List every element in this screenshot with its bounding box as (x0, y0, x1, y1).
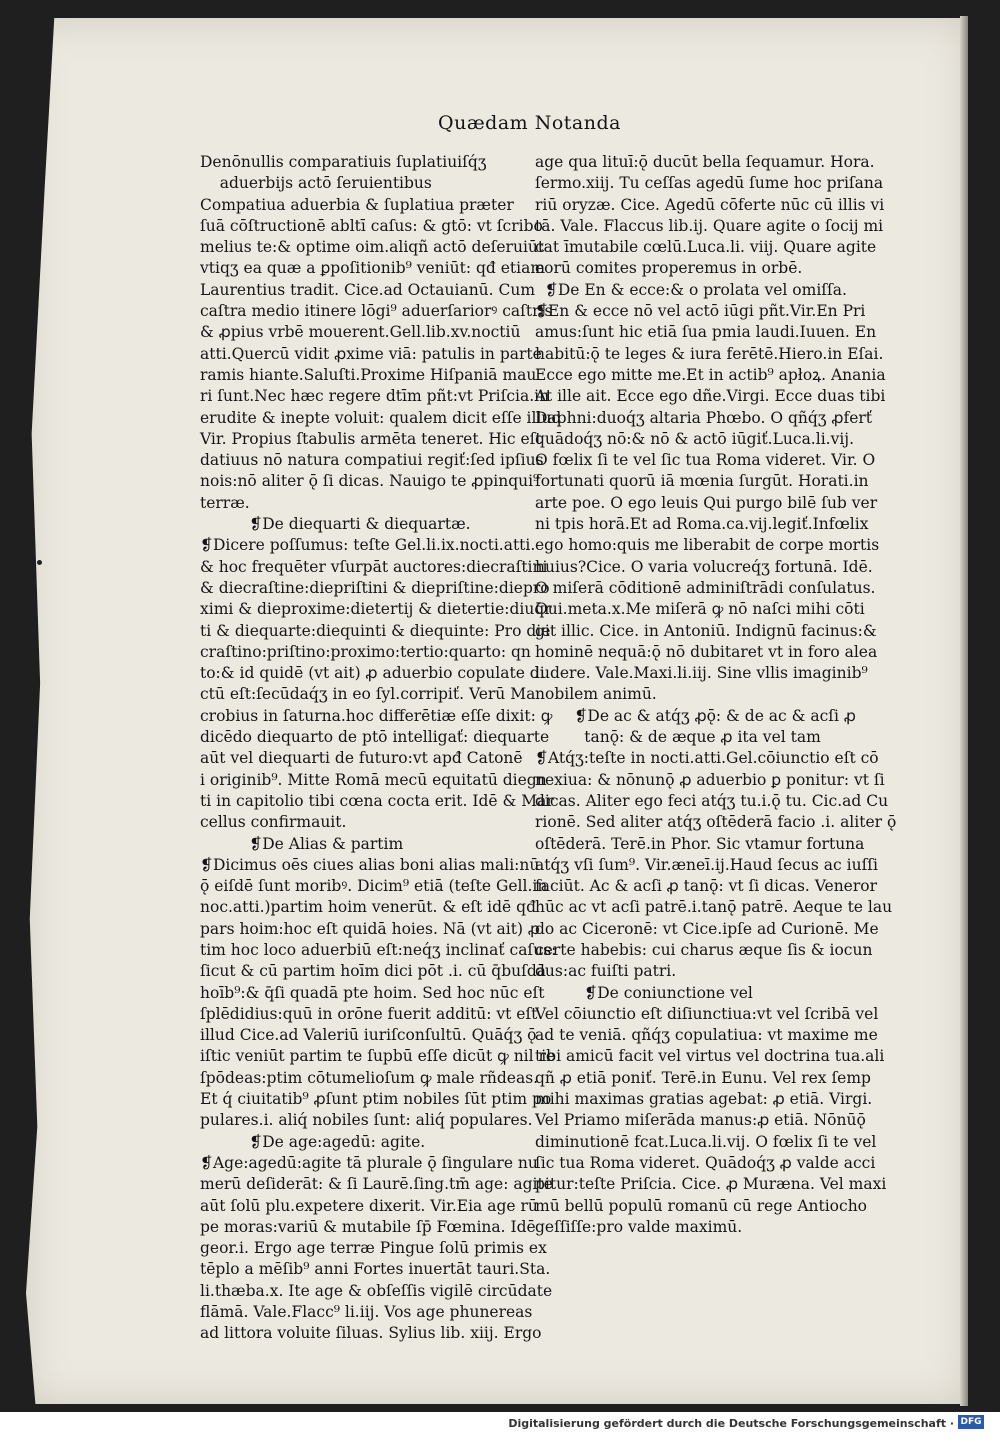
text-line: & diecraſtine:diepriſtini & diepriſtine:diepro (200, 578, 550, 597)
text-line: aūt ſolū plu.expetere dixerit. Vir.Eia age rū (200, 1196, 538, 1215)
text-line: Oui.meta.x.Me miſerā ꝙ nō naſci mihi cōti (535, 600, 865, 619)
text-line: quādoq́ʒ nō:& nō & actō iūgiť.Luca.li.vij. (535, 429, 855, 448)
text-line: ti in capitolio tibi cœna cocta erit. Idē & Mar (200, 791, 554, 810)
text-line: melius te:& optime oim.aliqñ actō deſeruiūt (200, 238, 545, 257)
text-line: noc.atti.)partim hoim venerūt. & eſt idē qđ (200, 898, 537, 917)
text-line: ſicut & cū partim hoīm dici pōt .i. cū q̄buſdā (200, 962, 547, 981)
text-line: ramis hiante.Saluſti.Proxime Hiſpaniā mau (200, 365, 537, 384)
right-text-column (535, 152, 897, 1238)
text-line: tā. Vale. Flaccus lib.ij. Quare agite o ſocij mi (535, 216, 884, 235)
text-line: do ac Ciceronē: vt Cice.ipſe ad Curionē. Me (535, 919, 879, 938)
text-line: cellus confirmauit. (200, 813, 347, 832)
text-line: tibi amicū facit vel virtus vel doctrina tua.ali (535, 1047, 885, 1066)
text-line: crobius in ſaturna.hoc differētiæ eſſe dixit: ꝙ (200, 706, 553, 725)
text-line: hūc ac vt acſi patrē.i.tanǭ patrē. Aeque te lau (535, 898, 893, 917)
text-line: aūt vel diequarti de futuro:vt apđ Catonē (200, 749, 523, 768)
text-line: pars hoim:hoc eſt quidā hoies. Nā (vt ait) ꝓ (200, 919, 540, 938)
text-line: ❡De coniunctione vel (535, 983, 753, 1002)
text-line: dicēdo diequarto de ptō intelligať: diequarte (200, 728, 550, 747)
running-header: Quædam Notanda (438, 112, 621, 134)
text-line: nois:nō aliter ǭ ſi dicas. Nauigo te ꝓpinqui⁹ (200, 472, 540, 491)
text-line: ego homo:quis me liberabit de corpe mortis (535, 536, 880, 555)
text-line: ❡En & ecce nō vel actō iūgi pñt.Vir.En Pri (535, 302, 866, 321)
text-line: ri ſunt.Nec hæc regere dtīm pñt:vt Priſcia.in (200, 387, 550, 406)
text-line: geor.i. Ergo age terræ Pingue ſolū primis ex (200, 1239, 547, 1258)
text-line: atti.Quercū vidit ꝓxime viā: patulis in parte (200, 344, 542, 363)
text-line: arte poe. O ego leuis Qui purgo bilē ſub ver (535, 493, 878, 512)
text-line: merū deſiderāt: & ſi Laurē.ſing.tm̄ age: agite (200, 1175, 553, 1194)
text-line: ❡Atq́ʒ:teſte in nocti.atti.Gel.cōiunctio eſt cō (535, 749, 879, 768)
text-line: atq́ʒ vſi ſum⁹. Vir.æneī.ij.Haud ſecus ac iuſſi (535, 855, 879, 874)
text-line: Laurentius tradit. Cice.ad Octauianū. Cum (200, 280, 536, 299)
text-line: Ecce ego mitte me.Et in actib⁹ apłoꝝ. Anania (535, 365, 886, 384)
text-line: Vel cōiunctio eſt diſiunctiua:vt vel ſcribā vel (535, 1004, 879, 1023)
text-line: nexiua: & nōnunǭ ꝓ aduerbio ꝑ ponitur: vt ſi (535, 770, 885, 789)
text-line: Denōnullis comparatiuis ſuplatiuiſq́ʒ (200, 153, 487, 171)
left-text-column (200, 152, 562, 1345)
text-line: terræ. (200, 493, 250, 512)
text-line: tēplo a mēſib⁹ anni Fortes inuertāt tauri.Sta. (200, 1260, 551, 1279)
text-line: flāmā. Vale.Flacc⁹ li.iij. Vos age phunereas (200, 1303, 533, 1322)
text-line: & hoc frequēter vſurpāt auctores:diecraſtini (200, 557, 548, 576)
text-line: ❡Dicimus oēs ciues alias boni alias mali:nū (200, 855, 540, 874)
text-line: aduerbijs actō ſeruientibus (200, 174, 432, 193)
text-line: dicas. Aliter ego feci atq́ʒ tu.i.ǭ tu. Cic.ad Cu (535, 791, 889, 810)
text-line: ſic tua Roma videret. Quādoq́ʒ ꝓ valde acci (535, 1153, 876, 1172)
text-line: ſuā cōſtructionē abltī caſus: & gtō: vt ſcribo (200, 216, 543, 235)
text-line: habitū:ǭ te leges & iura ferētē.Hiero.in Eſai. (535, 344, 884, 363)
text-line: pulares.i. aliq́ nobiles ſunt: aliq́ populares. (200, 1111, 533, 1130)
dfg-logo: DFG (958, 1415, 984, 1429)
text-line: Compatiua aduerbia & ſuplatiua præter (200, 195, 514, 214)
text-line: erudite & inepte voluit: qualem dicit eſſe illud (200, 408, 562, 427)
text-line: dus:ac fuiſti patri. (535, 962, 677, 981)
text-line: pitur:teſte Priſcia. Cice. ꝓ Muræna. Vel maxi (535, 1175, 887, 1194)
text-line: O miſerā cōditionē adminiſtrādi conſulatus. (535, 578, 876, 597)
text-line: hoīb⁹:& q̄ſi quadā pte hoim. Sed hoc nūc eſt (200, 983, 545, 1002)
text-line: hominē nequā:ǭ nō dubitaret vt in foro alea (535, 642, 878, 661)
text-line: ad te veniā. qñq́ʒ copulatiua: vt maxime me (535, 1026, 878, 1045)
text-line: nobilem animū. (535, 685, 657, 704)
text-line: Vel Priamo miſerāda manus:ꝓ etiā. Nōnūǭ (535, 1111, 866, 1130)
text-line: O fœlix ſi te vel ſic tua Roma videret. Vir. O (535, 451, 876, 470)
text-line: tanǭ: & de æque ꝓ ita vel tam (535, 728, 821, 747)
text-line: ti & diequarte:diequinti & diequinte: Pro die (200, 621, 551, 640)
text-line: ǭ eiſdē ſunt moribꝰ. Dicim⁹ etiā (teſte Gell.in (200, 877, 548, 896)
text-line: oſtēderā. Terē.in Phor. Sic vtamur fortuna (535, 834, 865, 853)
text-line: git illic. Cice. in Antoniū. Indignū facinus:& (535, 621, 877, 640)
text-line: datiuus nō natura compatiui regiť:ſed ipſius (200, 451, 544, 470)
text-line: mihi maximas gratias agebat: ꝓ etiā. Virgi. (535, 1090, 873, 1109)
text-line: li.thæba.x. Ite age & obſeſſis vigilē circūdate (200, 1281, 553, 1300)
text-line: age qua lituī:ǭ ducūt bella ſequamur. Hora. (535, 153, 875, 171)
text-line: amus:ſunt hic etiā ſua pmia laudi.Iuuen. En (535, 323, 877, 342)
text-line: Vir. Propius ſtabulis armēta teneret. Hic eſt (200, 429, 542, 448)
text-line: ni tpis horā.Et ad Roma.ca.vij.legiť.Infœlix (535, 515, 869, 534)
text-line: cat īmutabile cœlū.Luca.li. viij. Quare agite (535, 238, 877, 257)
text-line: ad littora voluite ſiluas. Sylius lib. xiij. Ergo (200, 1324, 542, 1343)
text-line: tim hoc loco aduerbiū eſt:neq́ʒ inclinať caſus: (200, 940, 557, 959)
text-line: craſtino:priſtino:proximo:tertio:quarto: qn (200, 642, 531, 661)
text-line: faciūt. Ac & acſi ꝓ tanǭ: vt ſi dicas. Veneror (535, 877, 878, 896)
text-line: riū oryzæ. Cice. Agedū cōferte nūc cū illis vi (535, 195, 885, 214)
text-line: i originib⁹. Mitte Romā mecū equitatū diegn (200, 770, 547, 789)
text-line: ludere. Vale.Maxi.li.iij. Sine vllis imaginib⁹ (535, 664, 868, 683)
text-line: rionē. Sed aliter atq́ʒ oſtēderā facio .i. aliter ǭ (535, 813, 897, 832)
text-line: ❡De ac & atq́ʒ ꝓǭ: & de ac & acſi ꝓ (535, 706, 856, 725)
text-line: huius?Cice. O varia volucreq́ʒ fortunā. Idē. (535, 557, 873, 576)
text-line: diminutionē fcat.Luca.li.vij. O fœlix ſi te vel (535, 1132, 877, 1151)
text-line: caſtra medio itinere lōgi⁹ aduerſariorꝰ caſtris (200, 302, 553, 321)
text-line: ſplēdidius:quū in orōne fuerit additū: vt eſt (200, 1004, 538, 1023)
text-line: ctū eſt:ſecūdaq́ʒ in eo ſyl.corripiť. Verū Ma (200, 685, 536, 704)
text-line: ❡De age:agedū: agite. (200, 1132, 426, 1151)
text-line: mū bellū populū romanū cū rege Antiocho (535, 1196, 868, 1215)
text-line: At ille ait. Ecce ego dñe.Virgi. Ecce duas tibi (535, 387, 886, 406)
text-line: iſtic veniūt partim te ſupbū eſſe dicūt ꝙ nil re (200, 1047, 556, 1066)
text-line: Daphni:duoq́ʒ altaria Phœbo. O qñq́ʒ ꝓferť (535, 408, 873, 427)
text-line: ❡Dicere poſſumus: teſte Gel.li.ix.nocti.atti. (200, 536, 536, 555)
text-line: fortunati quorū iā mœnia ſurgūt. Horati.in (535, 472, 869, 491)
text-line: & ꝓpius vrbē mouerent.Gell.lib.xv.noctiū (200, 323, 521, 342)
text-line: ximi & dieproxime:dietertij & dietertie:diuq̄r (200, 600, 552, 619)
text-line: vtiqʒ ea quæ a ꝑpoſitionib⁹ veniūt: qđ etiam (200, 259, 546, 278)
text-line: to:& id quidē (vt ait) ꝓ aduerbio copulate di (200, 664, 545, 683)
text-line: certe habebis: cui charus æque ſis & iocun (535, 940, 873, 959)
text-line: ſpōdeas:ptim cōtumelioſum ꝙ male rñdeas. (200, 1068, 539, 1087)
text-line: pe moras:variū & mutabile ſp̄ Fœmina. Idē (200, 1217, 536, 1236)
text-line: illud Cice.ad Valeriū iuriſconſultū. Quāq́ʒ ǭ (200, 1026, 537, 1045)
text-line: Et q́ ciuitatib⁹ ꝓſunt ptim nobiles ſūt ptim po (200, 1090, 552, 1109)
ink-spot (37, 560, 42, 565)
text-line: ❡De En & ecce:& o prolata vel omiſſa. (535, 280, 847, 299)
text-line: ſermo.xiij. Tu ceſſas agedū ſume hoc priſana (535, 174, 884, 193)
text-line: qñ ꝓ etiā poniť. Terē.in Eunu. Vel rex ſemp (535, 1068, 871, 1087)
text-line: ❡De diequarti & diequartæ. (200, 515, 471, 534)
text-line: ❡Age:agedū:agite tā plurale ǭ ſingulare nu (200, 1153, 538, 1172)
text-line: ❡De Alias & partim (200, 834, 404, 853)
page-edge (960, 16, 968, 1406)
text-line: eorū comites properemus in orbē. (535, 259, 803, 278)
text-line: geſſiſſe:pro valde maximū. (535, 1217, 743, 1236)
footer-credit: Digitalisierung gefördert durch die Deutsche Forschungsgemeinschaft · (508, 1417, 954, 1430)
